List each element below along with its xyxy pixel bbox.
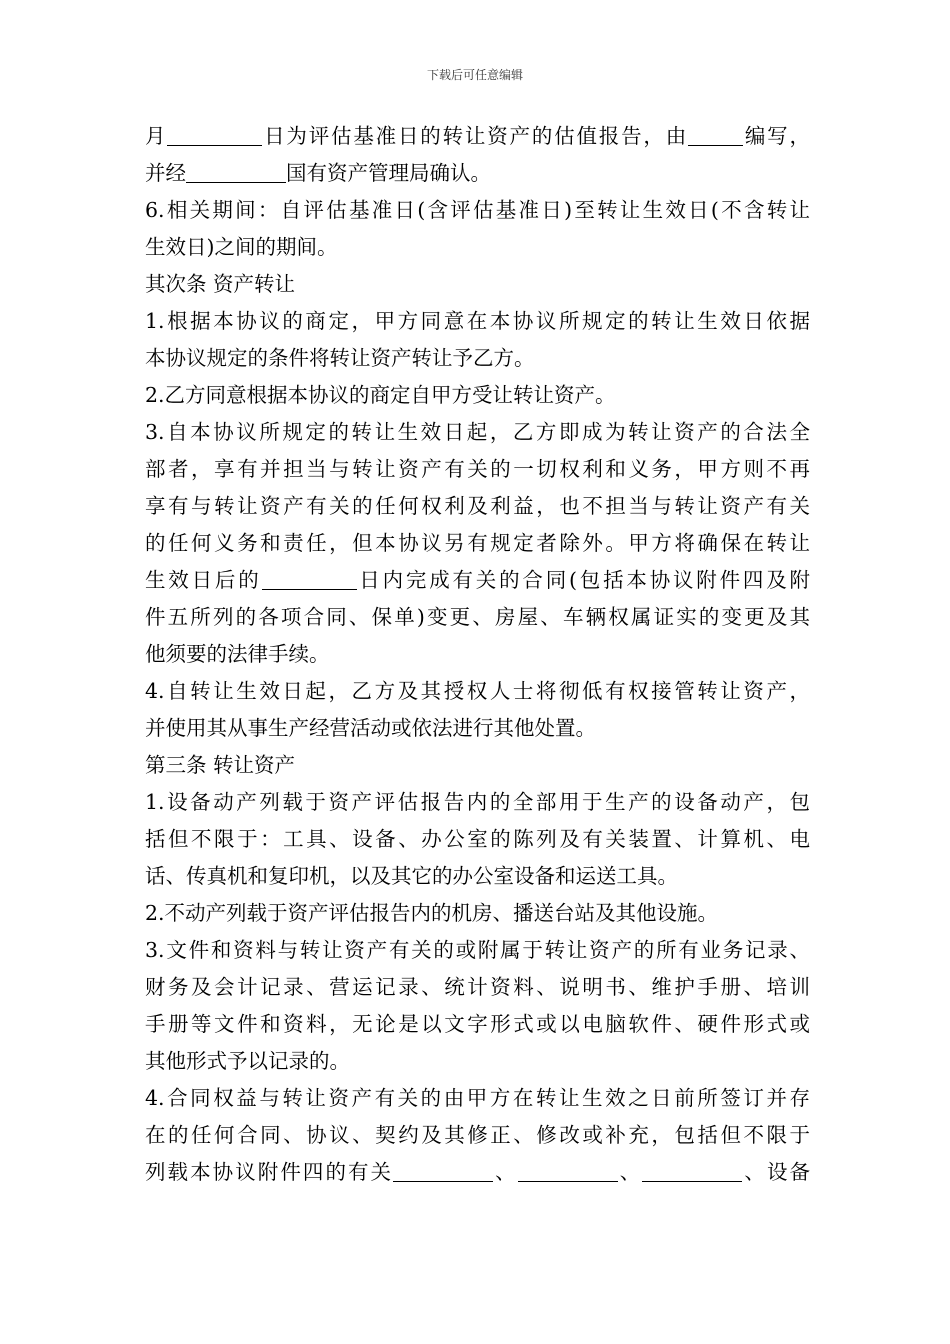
text-line: 括但不限于：工具、设备、办公室的陈列及有关装置、计算机、电	[145, 827, 810, 851]
text-segment: 日为评估基准日的转让资产的估值报告，由	[262, 124, 689, 148]
text-line: 4.自转让生效日起，乙方及其授权人士将彻低有权接管转让资产，	[145, 679, 810, 703]
text-segment: 、	[617, 1160, 643, 1184]
text-segment: 、设备	[742, 1160, 810, 1184]
header-note: 下载后可任意编辑	[426, 68, 523, 82]
document-body	[145, 118, 810, 1191]
text-line: 财务及会计记录、营运记录、统计资料、说明书、维护手册、培训	[145, 975, 810, 999]
fill-in-blank	[393, 1180, 493, 1182]
fill-in-blank	[642, 1180, 742, 1182]
text-line: 6.相关期间：自评估基准日(含评估基准日)至转让生效日(不含转让	[145, 198, 810, 222]
text-line: 2.乙方同意根据本协议的商定自甲方受让转让资产。	[145, 383, 616, 407]
text-line	[145, 1154, 810, 1191]
fill-in-blank	[262, 588, 357, 590]
text-segment: 国有资产管理局确认。	[286, 161, 491, 185]
text-line	[145, 562, 810, 599]
text-line: 部者，享有并担当与转让资产有关的一切权利和义务，甲方则不再	[145, 457, 810, 481]
text-line: 1.设备动产列载于资产评估报告内的全部用于生产的设备动产，包	[145, 790, 810, 814]
text-line: 3.文件和资料与转让资产有关的或附属于转让资产的所有业务记录、	[145, 938, 810, 962]
fill-in-blank	[167, 144, 262, 146]
text-line: 1.根据本协议的商定，甲方同意在本协议所规定的转让生效日依据	[145, 309, 810, 333]
text-line	[145, 155, 810, 192]
text-line: 在的任何合同、协议、契约及其修正、修改或补充，包括但不限于	[145, 1123, 810, 1147]
text-line: 手册等文件和资料，无论是以文字形式或以电脑软件、硬件形式或	[145, 1012, 810, 1036]
text-segment: 列载本协议附件四的有关	[145, 1160, 394, 1184]
fill-in-blank	[688, 144, 743, 146]
text-line: 生效日)之间的期间。	[145, 235, 338, 259]
text-segment: 编写，	[743, 124, 810, 148]
text-segment: 月	[145, 124, 168, 148]
text-line: 话、传真机和复印机，以及其它的办公室设备和运送工具。	[145, 864, 678, 888]
text-segment: 并经	[145, 161, 186, 185]
fill-in-blank	[518, 1180, 618, 1182]
fill-in-blank	[186, 181, 286, 183]
text-line: 4.合同权益与转让资产有关的由甲方在转让生效之日前所签订并存	[145, 1086, 810, 1110]
text-segment: 生效日后的	[145, 568, 262, 592]
text-line: 本协议规定的条件将转让资产转让予乙方。	[145, 346, 535, 370]
text-line: 其他形式予以记录的。	[145, 1049, 350, 1073]
text-line: 3.自本协议所规定的转让生效日起，乙方即成为转让资产的合法全	[145, 420, 810, 444]
text-line: 的任何义务和责任，但本协议另有规定者除外。甲方将确保在转让	[145, 531, 810, 555]
text-line	[145, 118, 810, 155]
text-segment: 日内完成有关的合同(包括本协议附件四及附	[356, 568, 810, 592]
text-segment: 、	[493, 1160, 518, 1184]
text-line: 并使用其从事生产经营活动或依法进行其他处置。	[145, 716, 596, 740]
text-line: 他须要的法律手续。	[145, 642, 330, 666]
text-line: 件五所列的各项合同、保单)变更、房屋、车辆权属证实的变更及其	[145, 605, 810, 629]
section-heading: 其次条 资产转让	[145, 272, 296, 296]
text-line: 享有与转让资产有关的任何权利及利益，也不担当与转让资产有关	[145, 494, 810, 518]
text-line: 2.不动产列载于资产评估报告内的机房、播送台站及其他设施。	[145, 901, 719, 925]
section-heading: 第三条 转让资产	[145, 753, 296, 777]
